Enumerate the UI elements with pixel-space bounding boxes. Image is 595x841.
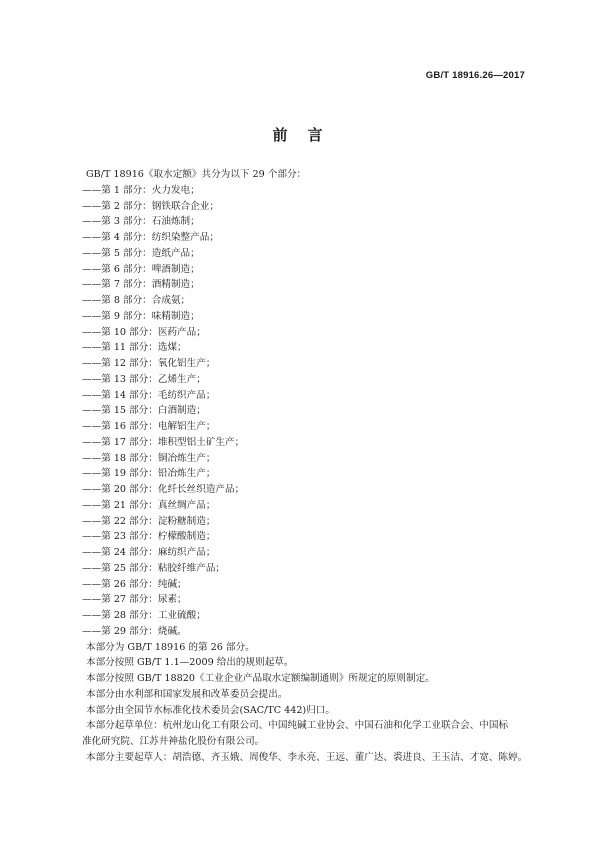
- part-list-item: ——第 6 部分：啤酒制造；: [82, 263, 200, 275]
- part-list-item: ——第 22 部分：淀粉糖制造；: [82, 515, 216, 527]
- paragraph-centralized-by: 本部分由全国节水标准化技术委员会(SAC/TC 442)归口。: [86, 704, 335, 716]
- part-list-item: ——第 28 部分：工业硫酸；: [82, 610, 206, 621]
- intro-line: GB/T 18916《取水定额》共分为以下 29 个部分：: [86, 169, 307, 180]
- part-list-item: ——第 21 部分：真丝绸产品；: [82, 499, 216, 511]
- paragraph-drafting-units-line2: 准化研究院、江苏井神盐化股份有限公司。: [82, 736, 265, 747]
- part-list-item: ——第 24 部分：麻纺织产品；: [82, 547, 216, 558]
- part-list-item: ——第 2 部分：钢铁联合企业；: [82, 200, 219, 212]
- part-list-item: ——第 19 部分：铅冶炼生产；: [82, 468, 216, 480]
- paragraph-drafting-rules: 本部分按照 GB/T 1.1—2009 给出的规则起草。: [86, 657, 294, 669]
- parts-list: [82, 183, 527, 640]
- part-list-item: ——第 1 部分：火力发电；: [82, 184, 200, 196]
- part-list-item: ——第 13 部分：乙烯生产；: [82, 373, 206, 385]
- paragraph-principles: 本部分按照 GB/T 18820《工业企业产品取水定额编制通则》所规定的原则制定。: [86, 673, 435, 684]
- standard-code: GB/T 18916.26—2017: [425, 70, 525, 81]
- part-list-item: ——第 16 部分：电解铝生产；: [82, 421, 216, 432]
- paragraph-drafting-units-line1: 本部分起草单位：杭州龙山化工有限公司、中国纯碱工业协会、中国石油和化学工业联合会、中国标: [86, 720, 509, 732]
- paragraph-drafters: 本部分主要起草人：胡浩德、齐玉娥、周俊华、李永亮、王远、董广达、裘进良、王玉洁、才宽、陈婷。: [86, 751, 528, 763]
- part-list-item: ——第 12 部分：氧化铝生产；: [82, 358, 216, 369]
- page-title: 前言: [272, 126, 343, 144]
- part-list-item: ——第 25 部分：粘胶纤维产品；: [82, 562, 226, 574]
- part-list-item: ——第 14 部分：毛纺织产品；: [82, 389, 216, 401]
- part-list-item: ——第 7 部分：酒精制造；: [82, 279, 200, 291]
- part-list-item: ——第 27 部分：尿素；: [82, 594, 187, 606]
- part-list-item: ——第 26 部分：纯碱；: [82, 578, 187, 590]
- part-list-item: ——第 8 部分：合成氨；: [82, 295, 191, 306]
- part-list-item: ——第 18 部分：铜冶炼生产；: [82, 452, 216, 464]
- part-list-item: ——第 29 部分：烧碱。: [82, 625, 187, 637]
- part-list-item: ——第 17 部分：堆积型铝土矿生产；: [82, 436, 245, 448]
- part-list-item: ——第 3 部分：石油炼制；: [82, 216, 200, 228]
- part-list-item: ——第 23 部分：柠檬酸制造；: [82, 531, 216, 543]
- part-list-item: ——第 20 部分：化纤长丝织造产品；: [82, 484, 245, 495]
- foreword-body: [82, 167, 527, 766]
- paragraph-part-number: 本部分为 GB/T 18916 的第 26 部分。: [86, 641, 255, 653]
- paragraph-proposed-by: 本部分由水利部和国家发展和改革委员会提出。: [86, 688, 288, 700]
- part-list-item: ——第 10 部分：医药产品；: [82, 326, 206, 338]
- part-list-item: ——第 4 部分：纺织染整产品；: [82, 232, 219, 243]
- part-list-item: ——第 5 部分：造纸产品；: [82, 247, 200, 259]
- part-list-item: ——第 15 部分：白酒制造；: [82, 405, 206, 417]
- part-list-item: ——第 9 部分：味精制造；: [82, 310, 200, 322]
- part-list-item: ——第 11 部分：选煤；: [82, 342, 187, 354]
